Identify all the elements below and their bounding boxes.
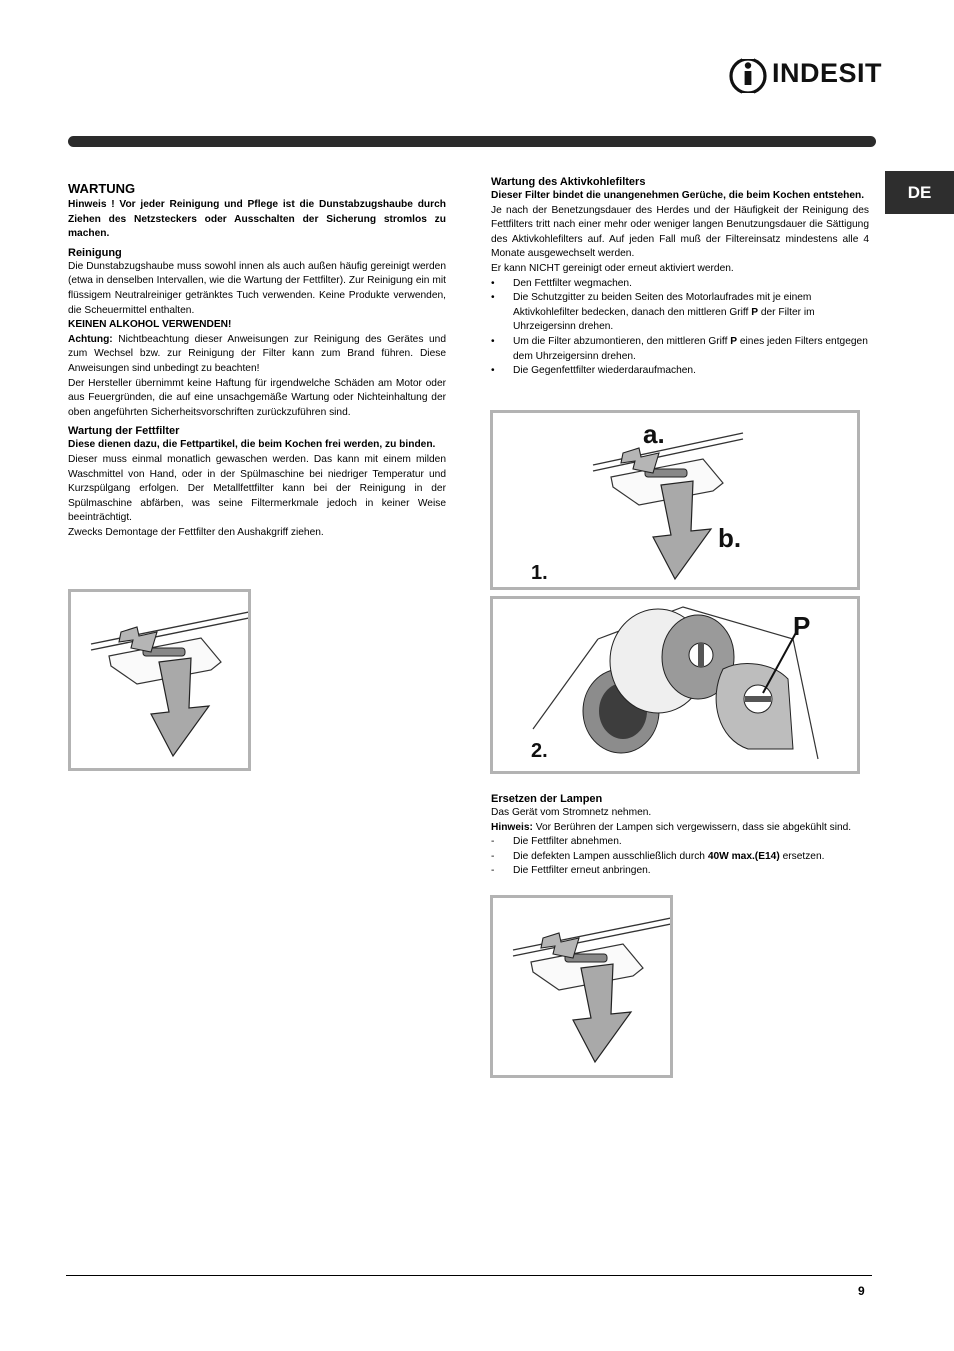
no-alcohol-warning: KEINEN ALKOHOL VERWENDEN! <box>68 319 232 331</box>
label-1: 1. <box>531 562 548 584</box>
brand-wordmark: INDESIT <box>772 58 883 88</box>
liability-text: Der Hersteller übernimmt keine Haftung für irgendwelche Schäden am Motor oder aus Feuergründen, die auf eine unsachgemäße Wartung oder Nichteinhaltung der oben angeführten Sicherheitsvorschriften zurückzuführen sind. <box>68 377 446 418</box>
list-item: • Die Gegenfettfilter wiederdaraufmachen. <box>491 365 696 377</box>
lamp-steps <box>491 835 869 879</box>
label-p: P <box>793 611 811 641</box>
header-rule <box>68 136 876 147</box>
brand-logo-mark <box>728 56 770 96</box>
carbon-filter-figure-2 <box>490 596 860 774</box>
carbon-text: Je nach der Benetzungsdauer des Herdes und der Häufigkeit der Reinigung des Fettfilters tritt nach einer mehr oder weniger langen Benutzungsdauer die Sättigung des Aktivkohlefilters auf. Auf jeden Fall muß der Filtereinsatz mindestens alle 4 Monate ausgewechselt werden. <box>491 204 869 260</box>
section-title-wartung: WARTUNG <box>68 181 136 196</box>
label-2: 2. <box>531 740 548 762</box>
carbon-filter-figure-1 <box>490 410 860 590</box>
carbon-step1-illustration <box>493 413 857 587</box>
label-a: a. <box>643 419 665 449</box>
language-tab: DE <box>885 171 954 214</box>
carbon-note: Er kann NICHT gereinigt oder erneut aktiviert werden. <box>491 262 734 274</box>
lamp-section <box>491 792 869 879</box>
right-column <box>491 175 869 379</box>
carbon-steps <box>491 277 869 379</box>
list-item: • Um die Filter abzumontieren, den mittleren Griff P eines jeden Filters entgegen dem Uhrzeigersinn drehen. <box>491 335 868 362</box>
heading-aktivkohlefilter: Wartung des Aktivkohlefilters <box>491 176 646 188</box>
heading-lampen: Ersetzen der Lampen <box>491 793 603 805</box>
carbon-purpose: Dieser Filter bindet die unangenehmen Gerüche, die beim Kochen entstehen. <box>491 190 865 201</box>
list-item: - Die Fettfilter erneut anbringen. <box>491 865 651 877</box>
heading-reinigung: Reinigung <box>68 246 122 259</box>
list-item: • Den Fettfilter wegmachen. <box>491 277 632 289</box>
footer-rule <box>66 1275 872 1276</box>
attention-text: Nichtbeachtung dieser Anweisungen zur Reinigung des Gerätes und zum Wechsel bzw. zur Reinigung der Filter kann zum Brand führen. Diese Anweisungen sind unbedingt zu beachten! <box>68 333 446 374</box>
lamp-text: Das Gerät vom Stromnetz nehmen. <box>491 807 652 818</box>
brand-logo <box>728 56 883 96</box>
list-item: - Die Fettfilter abnehmen. <box>491 836 622 848</box>
safety-notice: Hinweis ! Vor jeder Reinigung und Pflege ist die Dunstabzugshaube durch Ziehen des Netzsteckers oder Ausschalten der Sicherung stromlos zu machen. <box>68 199 446 240</box>
lamp-hint: Hinweis: Vor Berühren der Lampen sich vergewissern, dass sie abgekühlt sind. <box>491 821 852 833</box>
grease-remove: Zwecks Demontage der Fettfilter den Aushakgriff ziehen. <box>68 526 324 538</box>
page-number: 9 <box>858 1284 865 1298</box>
list-item: • Die Schutzgitter zu beiden Seiten des Motorlaufrades mit je einem Aktivkohlefilter bedecken, danach den mittleren Griff P der Filter im Uhrzeigersinn drehen. <box>491 292 815 333</box>
label-b: b. <box>718 523 742 553</box>
carbon-step2-illustration <box>493 599 857 771</box>
grease-text: Dieser muss einmal monatlich gewaschen werden. Das kann mit einem milden Waschmittel von Hand, oder in der Spülmaschine bei niedriger Temperatur und Kurzspülgang erfolgen. Der Metallfettfilter kann bei der Reinigung in der Spülmaschine abfärben, was seine Filtermerkmale jedoch in keiner Weise beeinträchtigt. <box>68 453 446 524</box>
attention-paragraph <box>68 333 446 377</box>
grease-filter-illustration <box>71 592 248 768</box>
heading-fettfilter: Wartung der Fettfilter <box>68 425 180 438</box>
grease-filter-figure <box>68 589 251 771</box>
left-column <box>68 181 446 540</box>
grease-purpose: Diese dienen dazu, die Fettpartikel, die beim Kochen frei werden, zu binden. <box>68 439 436 451</box>
cleaning-text: Die Dunstabzugshaube muss sowohl innen als auch außen häufig gereinigt werden (etwa in denselben Intervallen, wie die Wartung der Fettfilter). Zur Reinigung ein mit flüssigem Neutralreiniger getränktes Tuch verwenden. Keine Produkte verwenden, die Scheuermittel enthalten. <box>68 260 446 316</box>
lamp-filter-figure <box>490 895 673 1078</box>
attention-label: Achtung: <box>68 333 113 345</box>
lamp-filter-illustration <box>493 898 670 1075</box>
list-item: - Die defekten Lampen ausschließlich durch 40W max.(E14) ersetzen. <box>491 850 825 862</box>
